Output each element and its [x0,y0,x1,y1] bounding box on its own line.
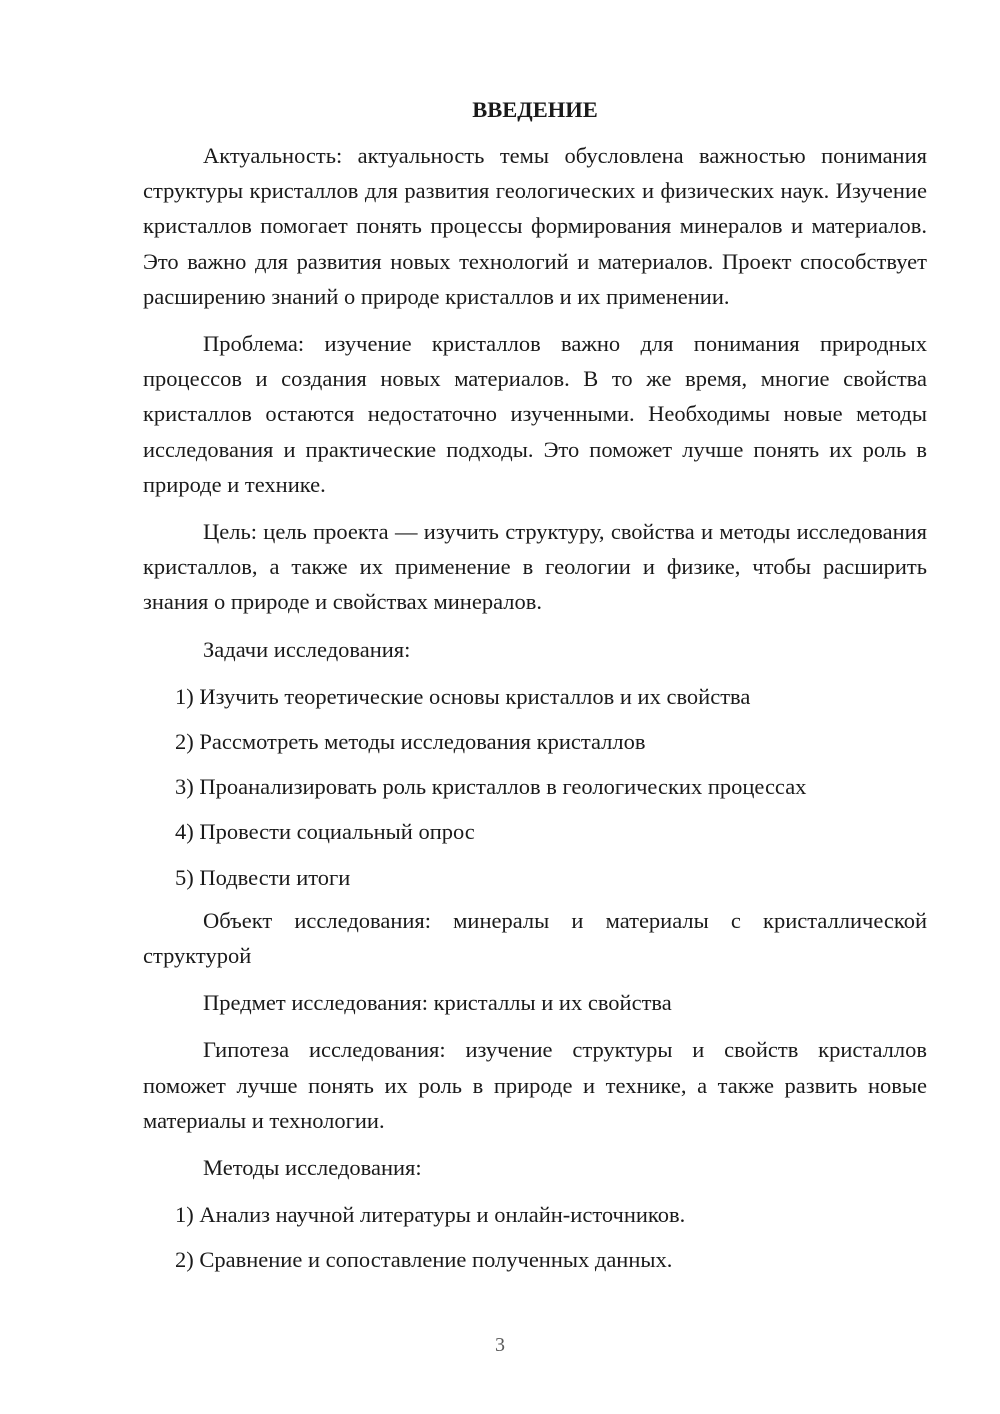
task-item: 1) Изучить теоретические основы кристаллов и их свойства [175,683,751,709]
task-item: 2) Рассмотреть методы исследования кристаллов [175,729,646,755]
page-content [143,94,927,1288]
page-number: 3 [495,1334,505,1356]
goal-paragraph: Цель: цель проекта — изучить структуру, свойства и методы исследования кристаллов, а также их применение в геологии и физике, чтобы расширить знания о природе и свойствах минералов. [143,519,927,615]
object-paragraph: Объект исследования: минералы и материалы с кристаллической структурой [143,907,927,969]
subject-paragraph: Предмет исследования: кристаллы и их свойства [203,990,672,1016]
page-title: ВВЕДЕНИЕ [472,97,598,122]
methods-heading: Методы исследования: [203,1155,422,1181]
relevance-paragraph: Актуальность: актуальность темы обусловлена важностью понимания структуры кристаллов для развития геологических и физических наук. Изучение кристаллов помогает понять процессы формирования минералов и материалов. Это важно для развития новых технологий и материалов. Проект способствует расширению знаний о природе кристаллов и их применении. [143,143,927,309]
task-item: 4) Провести социальный опрос [175,819,475,845]
method-item: 2) Сравнение и сопоставление полученных данных. [175,1247,673,1273]
method-item: 1) Анализ научной литературы и онлайн-источников. [175,1202,686,1228]
problem-paragraph: Проблема: изучение кристаллов важно для понимания природных процессов и создания новых материалов. В то же время, многие свойства кристаллов остаются недостаточно изученными. Необходимы новые методы исследования и практические подходы. Это поможет лучше понять их роль в природе и технике. [143,331,927,497]
task-item: 3) Проанализировать роль кристаллов в геологических процессах [175,774,807,800]
task-item: 5) Подвести итоги [175,864,351,890]
tasks-heading: Задачи исследования: [203,636,411,662]
hypothesis-paragraph: Гипотеза исследования: изучение структуры и свойств кристаллов поможет лучше понять их роль в природе и технике, а также развить новые материалы и технологии. [143,1037,927,1133]
